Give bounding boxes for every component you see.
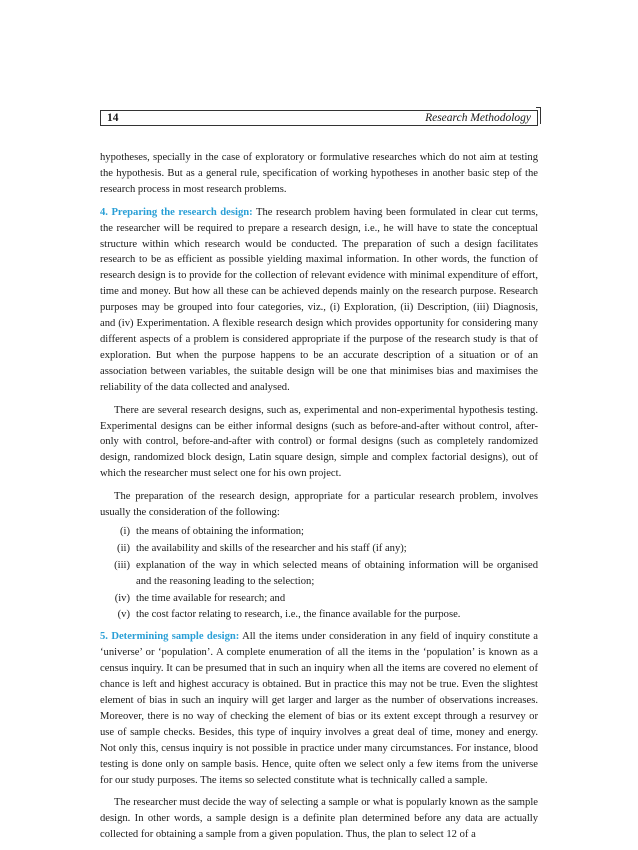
section-5-paragraph <box>100 629 538 788</box>
section-4-text: The research problem having been formulated in clear cut terms, the researcher will be required to prepare a research design, i.e., he will have to state the conceptual structure within which research would be conducted. The preparation of such a design facilitates research to be as efficient as possible yielding maximal information. In other words, the function of research design is to provide for the collection of relevant evidence with minimal expenditure of effort, time and money. But how all these can be achieved depends mainly on the research purpose. Research purposes may be grouped into four categories, viz., (i) Exploration, (ii) Description, (iii) Diagnosis, and (iv) Experimentation. A flexible research design which provides opportunity for considering many different aspects of a problem is considered appropriate if the purpose of the research study is that of exploration. But when the purpose happens to be an accurate description of a situation or of an association between variables, the suitable design will be one that minimises bias and maximises the reliability of the data collected and analysed. <box>100 206 538 393</box>
list-item-text: the time available for research; and <box>136 592 286 604</box>
section-4-paragraph <box>100 205 538 396</box>
running-title: Research Methodology <box>425 112 531 124</box>
section-5-heading: 5. Determining sample design: <box>100 631 240 643</box>
page-number: 14 <box>107 112 119 124</box>
list-item <box>100 558 538 590</box>
paragraph-design-considerations: The preparation of the research design, appropriate for a particular research problem, involves usually the consideration of the following: <box>100 491 538 519</box>
page-body <box>100 150 538 850</box>
list-item-number: (ii) <box>117 542 130 554</box>
list-item-text: the availability and skills of the researcher and his staff (if any); <box>136 542 407 554</box>
paragraph-continuation: hypotheses, specially in the case of exploratory or formulative researches which do not aim at testing the hypothesis. But as a general rule, specification of working hypotheses in another basic step of the research process in most research problems. <box>100 152 538 195</box>
considerations-list <box>100 524 538 623</box>
list-item-text: the cost factor relating to research, i.e., the finance available for the purpose. <box>136 609 461 621</box>
list-item-text: the means of obtaining the information; <box>136 525 304 537</box>
paragraph-research-designs: There are several research designs, such as, experimental and non-experimental hypothesis testing. Experimental designs can be either informal designs (such as before-and-after without control, after-only with control, before-and-after with control) or formal designs (such as completely randomized design, randomized block design, Latin square design, simple and complex factorial designs), out of which the researcher must select one for his own project. <box>100 404 538 480</box>
list-item-number: (iv) <box>114 592 130 604</box>
list-item-number: (i) <box>120 525 130 537</box>
list-item <box>100 607 538 623</box>
header-corner-rule <box>536 107 541 124</box>
list-item-text: explanation of the way in which selected means of obtaining information will be organised and the reasoning leading to the selection; <box>136 559 538 587</box>
list-item <box>100 524 538 540</box>
running-header <box>100 110 538 126</box>
paragraph-sample-design: The researcher must decide the way of selecting a sample or what is popularly known as the sample design. In other words, a sample design is a definite plan determined before any data are actually collected for obtaining a sample from a given population. Thus, the plan to select 12 of a <box>100 797 538 841</box>
list-item-number: (iii) <box>114 559 130 571</box>
section-4-heading: 4. Preparing the research design: <box>100 206 253 218</box>
list-item <box>100 591 538 607</box>
list-item <box>100 541 538 557</box>
list-item-number: (v) <box>117 609 130 621</box>
section-5-text: All the items under consideration in any field of inquiry constitute a ‘universe’ or ‘population’. A complete enumeration of all the items in the ‘population’ is known as a census inquiry. It can be presumed that in such an inquiry when all the items are covered no element of chance is left and highest accuracy is obtained. But in practice this may not be true. Even the slightest element of bias in such an inquiry will get larger and larger as the number of observations increases. Moreover, there is no way of checking the element of bias or its extent except through a resurvey or use of sample checks. Besides, this type of inquiry involves a great deal of time, money and energy. Not only this, census inquiry is not possible in practice under many circumstances. For instance, blood testing is done only on sample basis. Hence, quite often we select only a few items from the universe for our study purposes. The items so selected constitute what is technically called a sample. <box>100 631 538 786</box>
